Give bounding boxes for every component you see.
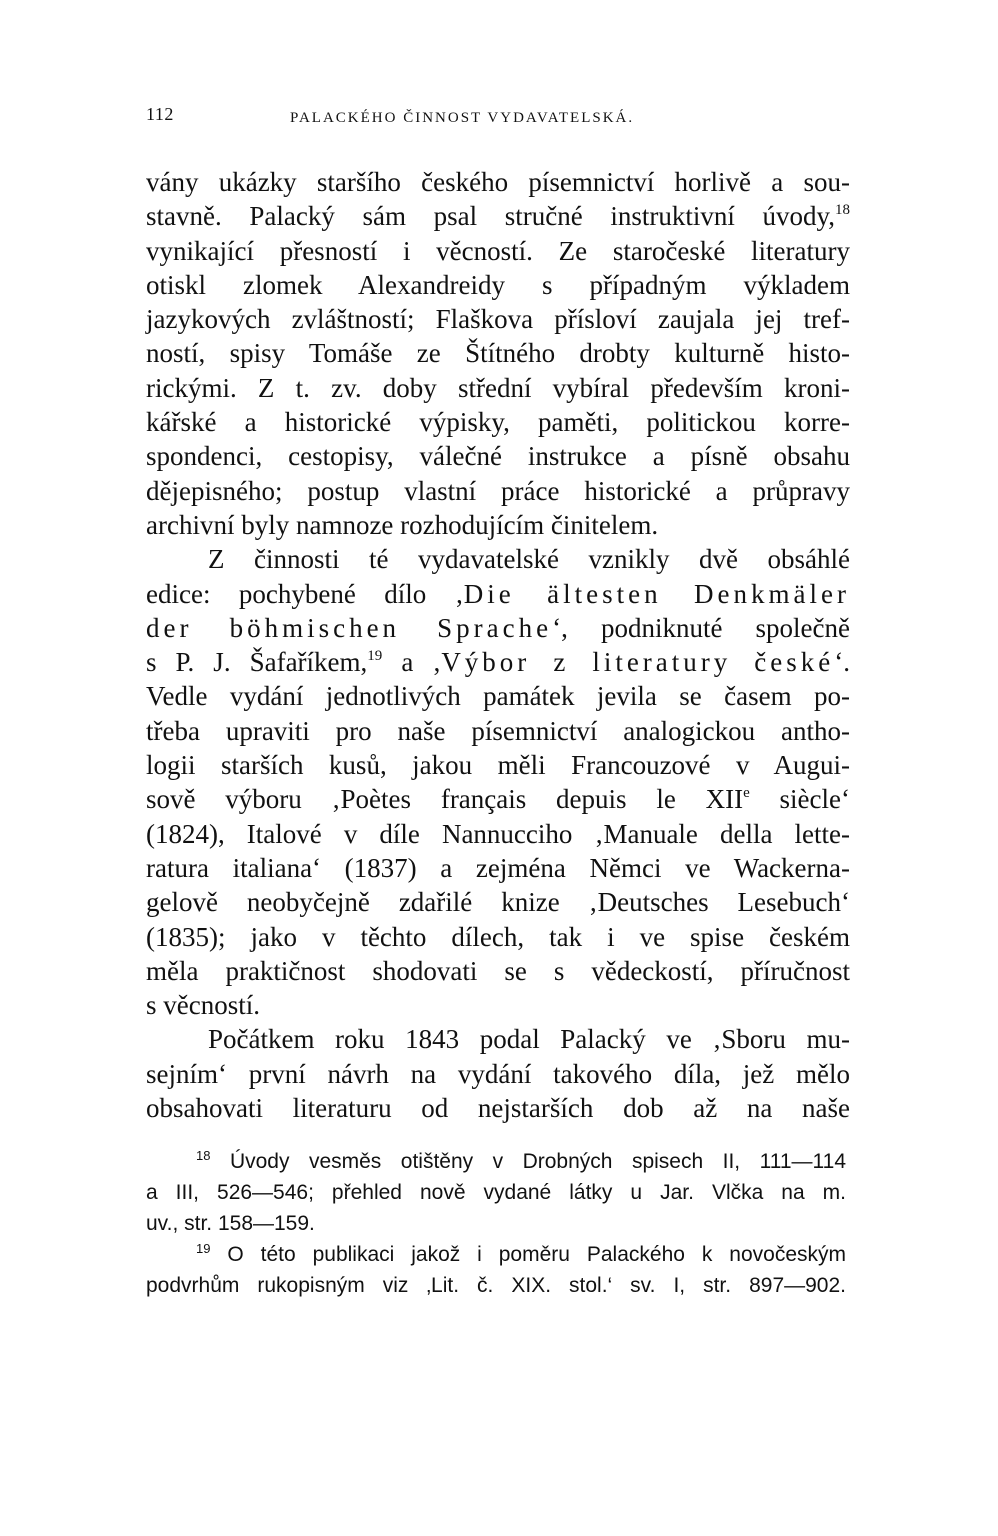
text-line: sejním‘ první návrh na vydání takového díla, jež mělo <box>146 1058 850 1089</box>
text-line: měla praktičnost shodovati se s vědeckostí, příručnost <box>146 955 850 986</box>
footnote-18 <box>146 1146 846 1239</box>
text-line: třeba upraviti pro naše písemnictví analogickou antho- <box>146 715 850 746</box>
text-line: (1835); jako v těchto dílech, tak i ve spise českém <box>146 921 850 952</box>
text-line <box>146 645 850 679</box>
footnote-line: a III, 526—546; přehled nově vydané látky u Jar. Vlčka na m. <box>146 1181 846 1204</box>
footnote-ref-18[interactable]: 18 <box>835 202 850 219</box>
text-line: otiskl zlomek Alexandreidy s případným výkladem <box>146 269 850 300</box>
text-line: obsahovati literaturu od nejstarších dob až na naše <box>146 1093 850 1124</box>
paragraph-3 <box>146 1022 850 1125</box>
paragraph-1 <box>146 165 850 542</box>
body-text <box>146 165 850 1125</box>
text-line: Počátkem roku 1843 podal Palacký ve ‚Sboru mu- <box>208 1024 850 1055</box>
text-line: vány ukázky staršího českého písemnictví horlivě a sou- <box>146 167 850 197</box>
footnotes <box>146 1146 846 1301</box>
text-line: vynikající přesností i věcností. Ze staročeské literatury <box>146 235 850 266</box>
text-span: edice: pochybené dílo ‚ <box>146 578 464 609</box>
text-line: kářské a historické výpisky, paměti, politickou korre- <box>146 407 850 438</box>
page-number: 112 <box>146 104 174 124</box>
text-line: Vedle vydání jednotlivých památek jevila se časem po- <box>146 681 850 712</box>
text-line <box>146 611 850 645</box>
running-head: PALACKÉHO ČINNOST VYDAVATELSKÁ. <box>290 110 635 126</box>
text-span: s P. J. Šafaříkem, <box>146 647 368 678</box>
text-line: rickými. Z t. zv. doby střední vybíral především kroni- <box>146 372 850 403</box>
spaced-title: Die ältesten Denkmäler <box>463 578 850 609</box>
text-line: (1824), Italové v díle Nannucciho ‚Manuale della lette- <box>146 818 850 849</box>
text-line: dějepisného; postup vlastní práce historické a průpravy <box>146 475 850 506</box>
text-span: O této publikaci jakož i poměru Palackého k novočeským <box>210 1243 846 1266</box>
spaced-title: Výbor z literatury české <box>441 647 835 678</box>
text-span: ‘. <box>834 647 850 678</box>
footnote-line: uv., str. 158—159. <box>146 1212 315 1235</box>
footnote-line <box>146 1146 846 1177</box>
footnote-ref-19[interactable]: 19 <box>367 648 383 665</box>
text-line: archivní byly namnoze rozhodujícím činitelem. <box>146 509 659 540</box>
text-line: gelově neobyčejně zdařilé knize ‚Deutsches Lesebuch‘ <box>146 887 850 918</box>
text-line <box>146 199 850 233</box>
paragraph-2 <box>146 542 850 1022</box>
text-line: ností, spisy Tomáše ze Štítného drobty kulturně histo- <box>146 338 850 369</box>
text-span: sově výboru ‚Poètes français depuis le XII <box>146 784 744 815</box>
text-span: siècle‘ <box>749 784 851 815</box>
footnote-marker: 18 <box>196 1148 211 1163</box>
footnote-19 <box>146 1239 846 1301</box>
text-line: Z činnosti té vydavatelské vznikly dvě obsáhlé <box>208 544 850 575</box>
text-span: Úvody vesměs otištěny v Drobných spisech II, 111—114 <box>210 1150 846 1173</box>
text-line <box>146 577 850 611</box>
text-line <box>146 782 850 816</box>
text-line: jazykových zvláštností; Flaškova přísloví zaujala jej tref- <box>146 304 850 335</box>
text-span: stavně. Palacký sám psal stručné instruktivní úvody, <box>146 201 835 232</box>
text-line: s věcností. <box>146 990 260 1021</box>
text-span: a ‚ <box>382 647 442 678</box>
text-span: ‘, podniknuté společně <box>552 612 850 643</box>
text-line: ratura italiana‘ (1837) a zejména Němci ve Wackerna- <box>146 852 850 883</box>
footnote-marker: 19 <box>196 1241 211 1256</box>
text-line: spondenci, cestopisy, válečné instrukce a písně obsahu <box>146 441 850 472</box>
footnote-line: podvrhům rukopisným viz ‚Lit. č. XIX. stol.‘ sv. I, str. 897—902. <box>146 1274 846 1297</box>
spaced-title: der böhmischen Sprache <box>146 612 553 643</box>
superscript-e: e <box>743 785 750 802</box>
text-line: logii starších kusů, jakou měli Francouzové v Augui- <box>146 750 850 781</box>
footnote-line <box>146 1239 846 1270</box>
